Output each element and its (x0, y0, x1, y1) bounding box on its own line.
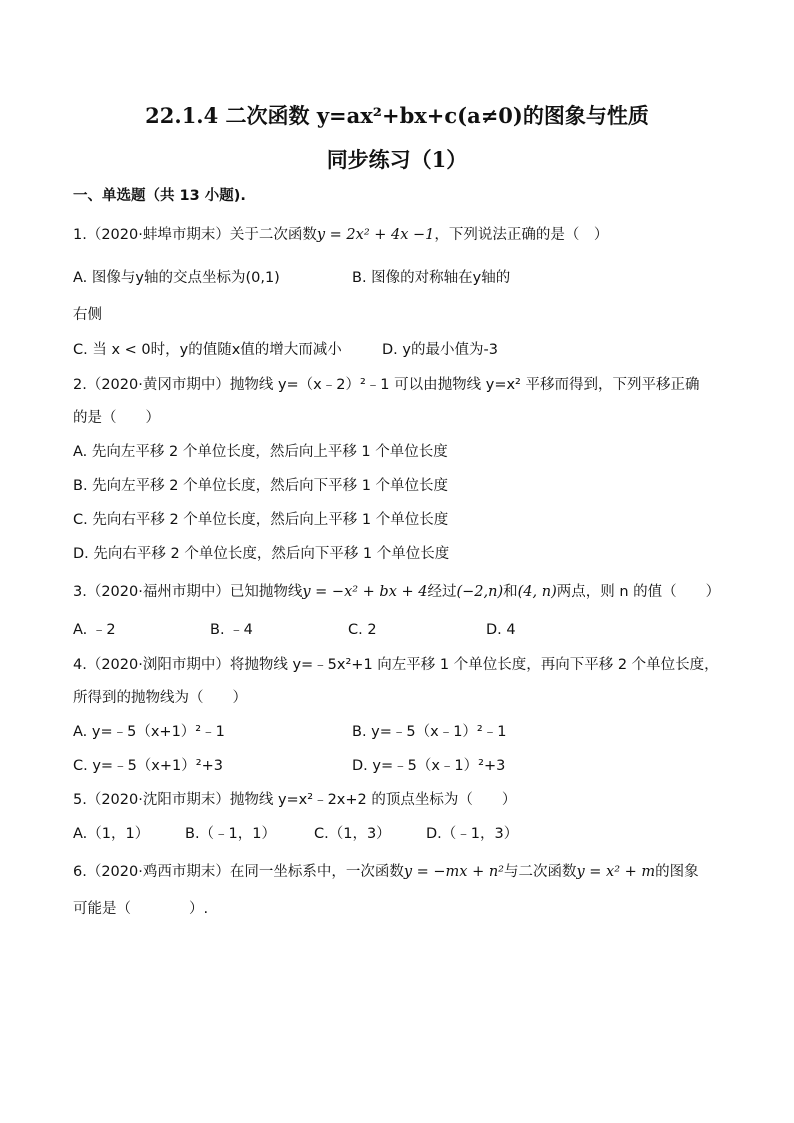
q1-option-d: D. y的最小值为-3 (382, 342, 498, 358)
q3-stem-c: 和 (503, 584, 518, 600)
q5-option-d: D.（﹣1，3） (426, 826, 519, 842)
q3-stem (73, 582, 720, 602)
q6-stem-a: 6.（2020·鸡西市期末）在同一坐标系中，一次函数 (73, 864, 404, 880)
q6-stem-line2: 可能是（ ）. (73, 901, 209, 917)
q2-option-c: C. 先向右平移 2 个单位长度，然后向上平移 1 个单位长度 (73, 512, 449, 528)
q5-stem: 5.（2020·沈阳市期末）抛物线 y=x²﹣2x+2 的顶点坐标为（ ） (73, 792, 517, 808)
q2-option-b: B. 先向左平移 2 个单位长度，然后向下平移 1 个单位长度 (73, 478, 449, 494)
q1-stem (73, 225, 608, 245)
q6-stem-c: 的图象 (655, 864, 699, 880)
q5-option-b: B.（﹣1，1） (185, 826, 277, 842)
q4-option-a: A. y=﹣5（x+1）²﹣1 (73, 724, 225, 740)
q3-stem-d: 两点，则 n 的值（ ） (556, 584, 721, 600)
q4-stem-line2: 所得到的抛物线为（ ） (73, 690, 247, 706)
q1-stem-a: 1.（2020·蚌埠市期末）关于二次函数 (73, 227, 317, 243)
q3-option-d: D. 4 (486, 622, 516, 638)
q3-formula: y = −x² + bx + 4 (302, 584, 428, 600)
q3-option-c: C. 2 (348, 622, 377, 638)
q4-stem-line1: 4.（2020·浏阳市期中）将抛物线 y=﹣5x²+1 向左平移 1 个单位长度，再向下平移 2 个单位长度， (73, 657, 719, 673)
q1-option-a: A. 图像与y轴的交点坐标为(0,1) (73, 270, 280, 286)
q3-option-b: B. ﹣4 (210, 622, 253, 638)
q6-formula-linear: y = −mx + n² (403, 864, 504, 880)
q5-option-a: A.（1，1） (73, 826, 150, 842)
q4-option-c: C. y=﹣5（x+1）²+3 (73, 758, 223, 774)
q1-formula: y = 2x² + 4x −1 (316, 227, 435, 243)
q2-stem-line2: 的是（ ） (73, 410, 160, 426)
q4-option-b: B. y=﹣5（x﹣1）²﹣1 (352, 724, 507, 740)
q1-option-b: B. 图像的对称轴在y轴的 (352, 270, 511, 286)
q1-option-c: C. 当 x < 0时，y的值随x值的增大而减小 (73, 342, 342, 358)
q3-stem-a: 3.（2020·福州市期中）已知抛物线 (73, 584, 303, 600)
q2-option-a: A. 先向左平移 2 个单位长度，然后向上平移 1 个单位长度 (73, 444, 448, 460)
q3-option-a: A. ﹣2 (73, 622, 116, 638)
q1-stem-b: ，下列说法正确的是（ ） (434, 227, 609, 243)
q4-option-d: D. y=﹣5（x﹣1）²+3 (352, 758, 506, 774)
q2-option-d: D. 先向右平移 2 个单位长度，然后向下平移 1 个单位长度 (73, 546, 450, 562)
section-heading: 一、单选题（共 13 小题). (73, 188, 246, 204)
q1-option-b-continued: 右侧 (73, 307, 102, 323)
q3-stem-b: 经过 (427, 584, 457, 600)
document-title-line1: 22.1.4 二次函数 y=ax²+bx+c(a≠0)的图象与性质 (145, 103, 649, 128)
q2-stem-line1: 2.（2020·黄冈市期中）抛物线 y=（x﹣2）²﹣1 可以由抛物线 y=x² 平移而得到，下列平移正确 (73, 377, 700, 393)
q6-stem-b: 与二次函数 (504, 864, 577, 880)
document-title-line2: 同步练习（1） (326, 147, 468, 172)
q3-point2: (4, n) (517, 584, 557, 600)
q3-point1: (−2,n) (456, 584, 504, 600)
q5-option-c: C.（1，3） (314, 826, 391, 842)
q6-stem-line1 (73, 862, 699, 882)
q6-formula-quadratic: y = x² + m (576, 864, 656, 880)
